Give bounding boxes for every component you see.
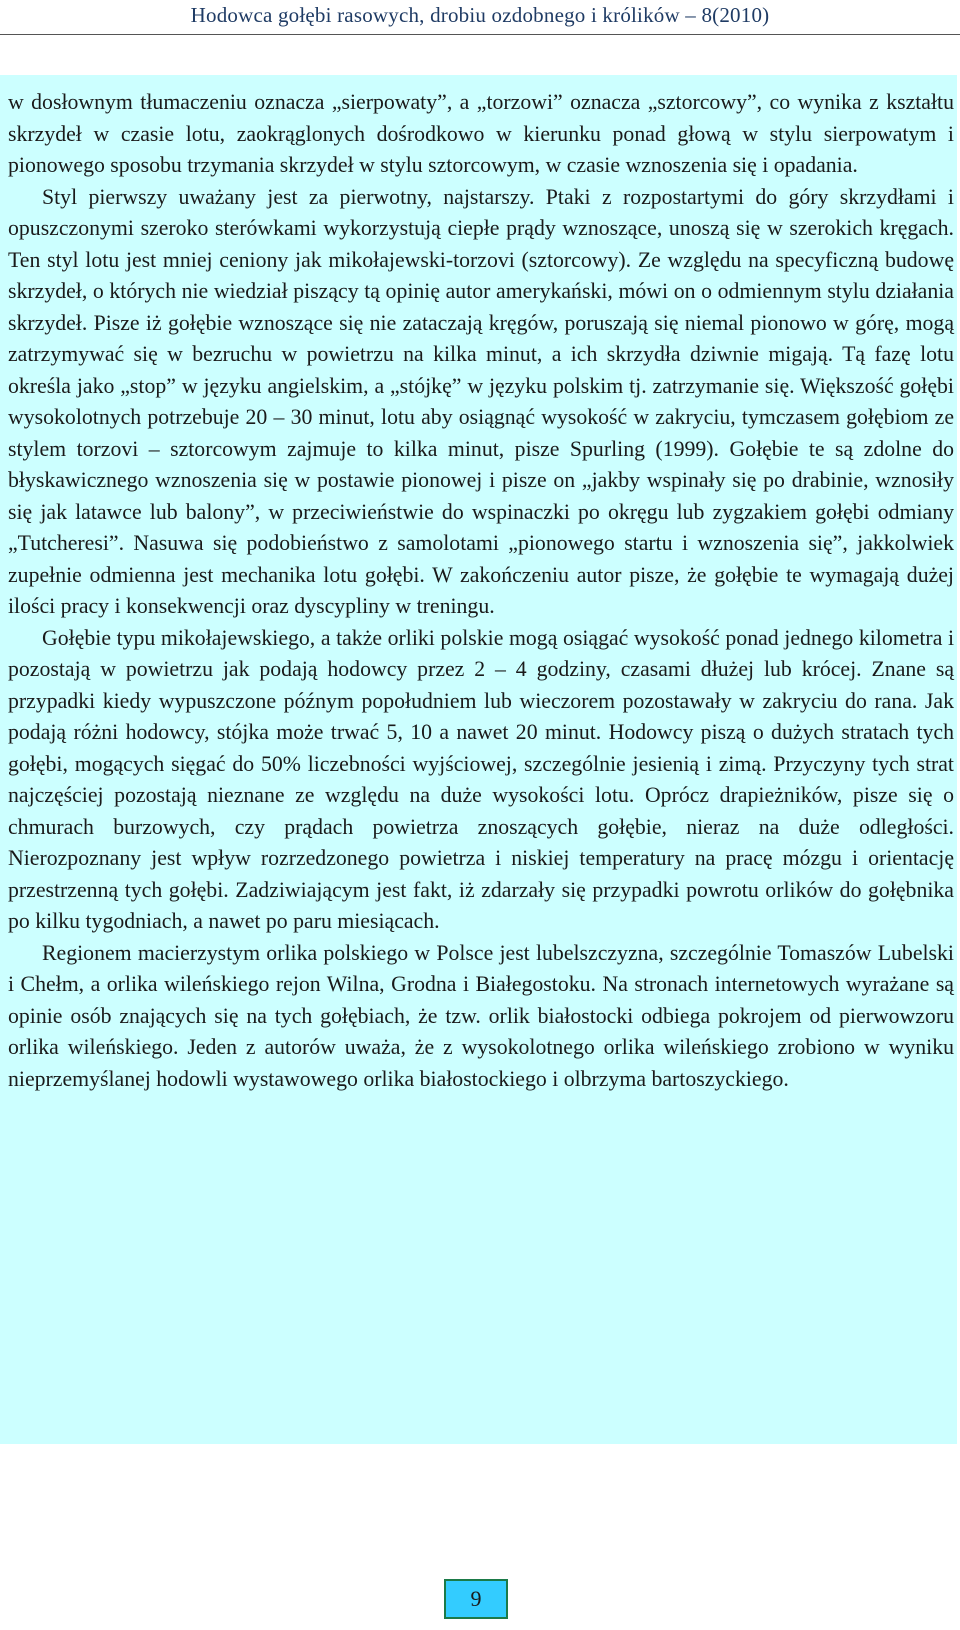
article-text-block [0, 75, 957, 1444]
paragraph-3: Gołębie typu mikołajewskiego, a także orliki polskie mogą osiągać wysokość ponad jednego kilometra i pozostają w powietrzu jak podają hodowcy przez 2 – 4 godziny, czasami dłużej lub krócej. Znane są przypadki kiedy wypuszczone późnym popołudniem lub wieczorem pozostawały w zakryciu do rana. Jak podają różni hodowcy, stójka może trwać 5, 10 a nawet 20 minut. Hodowcy piszą o dużych stratach tych gołębi, mogących sięgać do 50% liczebności wyjściowej, szczególnie jesienią i zimą. Przyczyny tych strat najczęściej pozostają nieznane ze względu na duże wysokości lotu. Oprócz drapieżników, pisze się o chmurach burzowych, czy prądach powietrza znoszących gołębie, nieraz na duże odległości. Nierozpoznany jest wpływ rozrzedzonego powietrza i niskiej temperatury na pracę mózgu i orientację przestrzenną tych gołębi. Zadziwiającym jest fakt, iż zdarzały się przypadki powrotu orlików do gołębnika po kilku tygodniach, a nawet po paru miesiącach. [8, 625, 954, 933]
header-divider [0, 34, 960, 35]
article-body [8, 87, 954, 1095]
page-number: 9 [444, 1579, 508, 1619]
paragraph-4: Regionem macierzystym orlika polskiego w Polsce jest lubelszczyzna, szczególnie Tomaszów Lubelski i Chełm, a orlika wileńskiego rejon Wilna, Grodna i Białegostoku. Na stronach internetowych wyrażane są opinie osób znających się na tych gołębiach, że tzw. orlik białostocki odbiega pokrojem od pierwowzoru orlika wileńskiego. Jeden z autorów uważa, że z wysokolotnego orlika wileńskiego zrobiono w wyniku nieprzemyślanej hodowli wystawowego orlika białostockiego i olbrzyma bartoszyckiego. [8, 940, 954, 1091]
running-header: Hodowca gołębi rasowych, drobiu ozdobnego i królików – 8(2010) [190, 3, 770, 27]
paragraph-2: Styl pierwszy uważany jest za pierwotny, najstarszy. Ptaki z rozpostartymi do góry skrzydłami i opuszczonymi szeroko sterówkami wykorzystują ciepłe prądy wznoszące, unoszą się w szerokich kręgach. Ten styl lotu jest mniej ceniony jak mikołajewski-torzovi (sztorcowy). Ze względu na specyficzną budowę skrzydeł, o których nie wiedział piszący tą opinię autor amerykański, mówi on o odmiennym stylu działania skrzydeł. Pisze iż gołębie wznoszące się nie zataczają kręgów, poruszają się niemal pionowo w górę, mogą zatrzymywać się w bezruchu w powietrzu na kilka minut, a ich skrzydła dziwnie migają. Tą fazę lotu określa jako „stop” w języku angielskim, a „stójkę” w języku polskim tj. zatrzymanie się. Większość gołębi wysokolotnych potrzebuje 20 – 30 minut, lotu aby osiągnąć wysokość w zakryciu, tymczasem gołębiom ze stylem torzovi – sztorcowym zajmuje to kilka minut, pisze Spurling (1999). Gołębie te są zdolne do błyskawicznego wznoszenia się w postawie pionowej i pisze on „jakby wspinały się po drabinie, wznosiły się jak latawce lub balony”, w przeciwieństwie do wspinaczki po okręgu lub zygzakiem gołębi odmiany „Tutcheresi”. Nasuwa się podobieństwo z samolotami „pionowego startu i wznoszenia się”, jakkolwiek zupełnie odmienna jest mechanika lotu gołębi. W zakończeniu autor pisze, że gołębie te wymagają dużej ilości pracy i konsekwencji oraz dyscypliny w treningu. [8, 184, 954, 618]
paragraph-1: w dosłownym tłumaczeniu oznacza „sierpowaty”, a „torzowi” oznacza „sztorcowy”, co wynika z kształtu skrzydeł w czasie lotu, zaokrąglonych dośrodkowo w kierunku ponad głową w stylu sierpowatym i pionowego sposobu trzymania skrzydeł w stylu sztorcowym, w czasie wznoszenia się i opadania. [8, 90, 954, 177]
